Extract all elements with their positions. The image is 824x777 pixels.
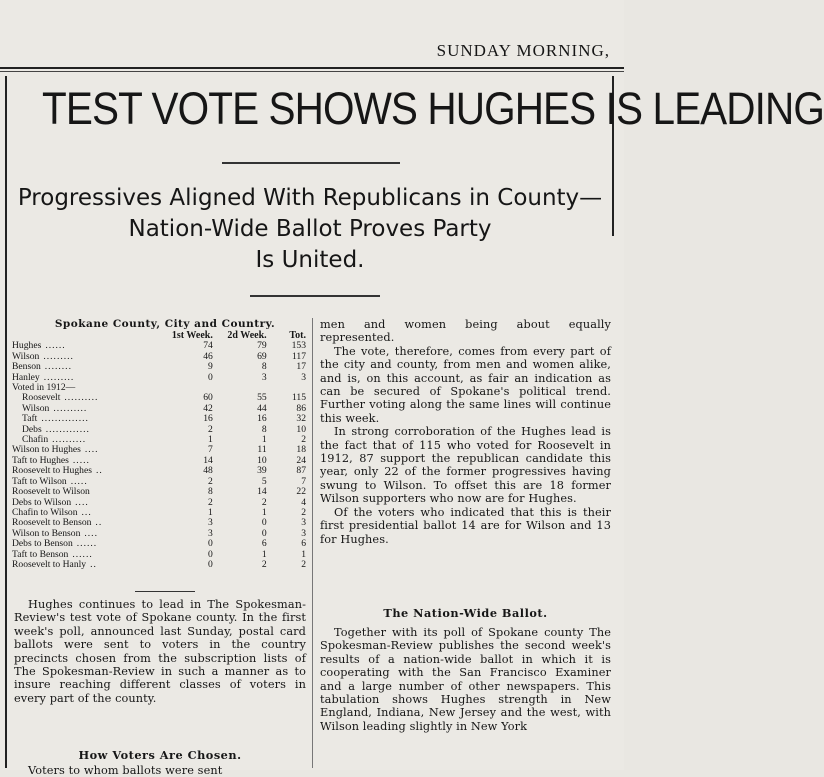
- row-week2: 39: [257, 465, 267, 477]
- row-label-text: Wilson: [12, 350, 40, 362]
- deck-line: Is United.: [255, 247, 365, 273]
- row-week1: 1: [208, 506, 213, 518]
- row-week1: 2: [208, 475, 213, 487]
- right-paragraph: Of the voters who indicated that this is their first presidential ballot 14 are for Wilson and 13 for Hughes.: [320, 505, 611, 546]
- row-total: 18: [296, 444, 306, 456]
- row-label-text: Chafin to Wilson: [12, 506, 78, 518]
- leader-dots: ........: [44, 361, 72, 373]
- left-article-tail: [14, 764, 306, 777]
- row-week1: 1: [208, 434, 213, 446]
- leader-dots: .....: [72, 454, 90, 466]
- leader-dots: ......: [76, 538, 98, 550]
- row-week1: 3: [208, 517, 213, 529]
- row-week2: 0: [261, 517, 267, 529]
- row-total: 24: [296, 454, 306, 466]
- leader-dots: ..............: [41, 413, 89, 425]
- leader-dots: ..........: [52, 434, 87, 446]
- leader-dots: ..........: [64, 392, 99, 404]
- row-week2: 8: [261, 361, 267, 373]
- leader-dots: ..: [90, 558, 97, 570]
- row-label-text: Voted in 1912—: [12, 382, 76, 394]
- right-paragraph: In strong corroboration of the Hughes lead is the fact that of 115 who voted for Roosevelt in 1912, 87 support the republican candidate this year, only 22 of the former progressives having swung to Wilson. To offset this are 18 former Wilson supporters who now are for Hughes.: [320, 425, 611, 506]
- left-paragraph: Hughes continues to lead in The Spokesman-Review's test vote of Spokane county. In the first week's poll, announced last Sunday, postal card ballots were sent to voters in the country precincts chosen from the subscription lists of The Spokesman-Review in such a manner as to insure reaching different classes of voters in every part of the county.: [14, 598, 306, 705]
- leader-dots: .........: [43, 350, 74, 362]
- row-label-text: Debs to Wilson: [12, 496, 72, 508]
- row-week2: 10: [257, 454, 267, 466]
- row-total: 87: [296, 465, 306, 477]
- leader-dots: ....: [84, 527, 98, 539]
- row-week1: 2: [208, 423, 213, 435]
- row-label-text: Taft to Hughes: [12, 454, 69, 466]
- row-week2: 8: [261, 423, 267, 435]
- row-week1: 16: [203, 413, 213, 425]
- row-week1: 60: [203, 392, 213, 404]
- row-week2: 16: [257, 413, 267, 425]
- row-total: 3: [301, 517, 306, 529]
- row-week2: 44: [257, 402, 267, 414]
- row-label-text: Hughes: [12, 340, 42, 352]
- row-total: 6: [301, 538, 306, 550]
- row-label-text: Taft to Wilson: [12, 475, 67, 487]
- row-total: 86: [296, 402, 306, 414]
- leader-dots: ..........: [53, 402, 88, 414]
- table-title: Spokane County, City and Country.: [54, 318, 276, 330]
- deck-line: Progressives Aligned With Republicans in County—: [17, 185, 603, 211]
- leader-dots: ......: [72, 548, 93, 560]
- row-week1: 14: [203, 454, 213, 466]
- row-week1: 2: [208, 496, 213, 508]
- row-total: 115: [291, 392, 306, 404]
- row-week1: 42: [203, 402, 213, 414]
- left-subhead: How Voters Are Chosen.: [78, 748, 242, 762]
- row-label: [12, 560, 167, 570]
- row-label-text: Wilson: [22, 402, 50, 414]
- leader-dots: .........: [43, 371, 75, 383]
- row-week2: 69: [257, 350, 267, 362]
- row-week2: 1: [261, 506, 267, 518]
- row-total: 7: [301, 475, 306, 487]
- row-total: 3: [301, 527, 306, 539]
- row-week1: 48: [203, 465, 213, 477]
- row-label-text: Wilson to Benson: [12, 527, 81, 539]
- row-total: 17: [296, 361, 306, 373]
- leader-dots: ...: [81, 506, 92, 518]
- row-label-text: Chafin: [22, 434, 49, 446]
- leader-dots: ..: [95, 465, 103, 477]
- right-paragraph: Together with its poll of Spokane county The Spokesman-Review publishes the second week's results of a nation-wide ballot in which it is cooperating with the San Francisco Examiner and a large number of other newspapers. This tabulation shows Hughes strength in New England, Indiana, New Jersey and the west, with Wilson leading slightly in New York: [320, 626, 611, 733]
- row-total: 1: [301, 548, 306, 560]
- row-total: 10: [296, 423, 306, 435]
- header-week1: 1st Week.: [171, 330, 213, 341]
- row-week2: 55: [257, 392, 267, 404]
- headline-divider: [222, 162, 400, 164]
- row-week1: 8: [208, 486, 213, 498]
- vote-tally-table: [12, 331, 306, 570]
- right-article-text-2: [320, 626, 611, 733]
- row-total: 2: [301, 558, 306, 570]
- row-total: 22: [296, 486, 306, 498]
- row-label-text: Roosevelt to Hanly: [12, 558, 87, 570]
- row-label-text: Hanley: [12, 371, 40, 383]
- row-week2: 2: [261, 558, 267, 570]
- right-article-text: [320, 318, 611, 546]
- leader-dots: .....: [70, 475, 88, 487]
- leader-dots: ....: [84, 444, 99, 456]
- row-label-text: Wilson to Hughes: [12, 444, 81, 456]
- row-label-text: Taft: [22, 413, 38, 425]
- row-week1: 3: [208, 527, 213, 539]
- row-week1: 7: [208, 444, 213, 456]
- row-total: 2: [301, 506, 306, 518]
- column-rule: [312, 318, 313, 768]
- row-week2: 1: [261, 434, 267, 446]
- row-label-text: Benson: [12, 361, 41, 373]
- row-week2: 3: [261, 371, 267, 383]
- row-week2: 79: [257, 340, 267, 352]
- row-label-text: Roosevelt to Wilson: [12, 486, 90, 498]
- row-total: 3: [301, 371, 306, 383]
- left-tail-paragraph: Voters to whom ballots were sent: [28, 764, 223, 777]
- row-week2: 5: [261, 475, 267, 487]
- row-week1: 0: [208, 538, 213, 550]
- table-end-rule: [135, 591, 195, 592]
- row-total: 2: [301, 434, 306, 446]
- table-body: [12, 341, 306, 570]
- row-week1: 0: [208, 548, 213, 560]
- left-border-rule: [5, 76, 7, 768]
- leader-dots: ..: [95, 517, 103, 529]
- headline: TEST VOTE SHOWS HUGHES IS LEADING: [42, 83, 824, 134]
- masthead-rule-thin: [0, 71, 624, 72]
- right-paragraph: men and women being about equally represented.: [320, 318, 611, 345]
- leader-dots: ......: [45, 340, 66, 352]
- row-week2: 2: [261, 496, 267, 508]
- leader-dots: ....: [75, 496, 89, 508]
- leader-dots: .............: [45, 423, 90, 435]
- deck-line: Nation-Wide Ballot Proves Party: [128, 216, 492, 242]
- deck-subheadline: [10, 183, 610, 276]
- row-total: 153: [291, 340, 306, 352]
- row-week2: 6: [261, 538, 267, 550]
- row-label-text: Taft to Benson: [12, 548, 69, 560]
- row-total: 32: [296, 413, 306, 425]
- row-week1: 74: [203, 340, 213, 352]
- row-week2: 14: [257, 486, 267, 498]
- header-week2: 2d Week.: [227, 330, 267, 341]
- row-total: 117: [291, 350, 306, 362]
- row-label-text: Roosevelt to Hughes: [12, 465, 92, 477]
- left-article-text: [14, 598, 306, 705]
- right-subhead: The Nation-Wide Ballot.: [383, 606, 548, 620]
- table-row: [12, 560, 306, 570]
- row-label-text: Debs: [22, 423, 42, 435]
- row-week1: 0: [208, 558, 213, 570]
- row-label-text: Roosevelt to Benson: [12, 517, 92, 529]
- row-label-text: Roosevelt: [22, 392, 61, 404]
- dateline: SUNDAY MORNING,: [436, 41, 610, 60]
- deck-divider: [250, 295, 380, 297]
- row-week2: 1: [261, 548, 267, 560]
- row-week1: 0: [208, 371, 213, 383]
- row-week1: 46: [203, 350, 213, 362]
- right-paragraph: The vote, therefore, comes from every part of the city and county, from men and women alike, and is, on this account, as fair an indication as can be secured of Spokane's political trend. Further voting along the same lines will continue this week.: [320, 344, 611, 425]
- row-week2: 0: [261, 527, 267, 539]
- row-total: 4: [301, 496, 306, 508]
- row-week2: 11: [257, 444, 267, 456]
- header-total: Tot.: [289, 330, 306, 341]
- masthead-rule: [0, 67, 624, 69]
- row-label-text: Debs to Benson: [12, 538, 73, 550]
- row-week1: 9: [208, 361, 213, 373]
